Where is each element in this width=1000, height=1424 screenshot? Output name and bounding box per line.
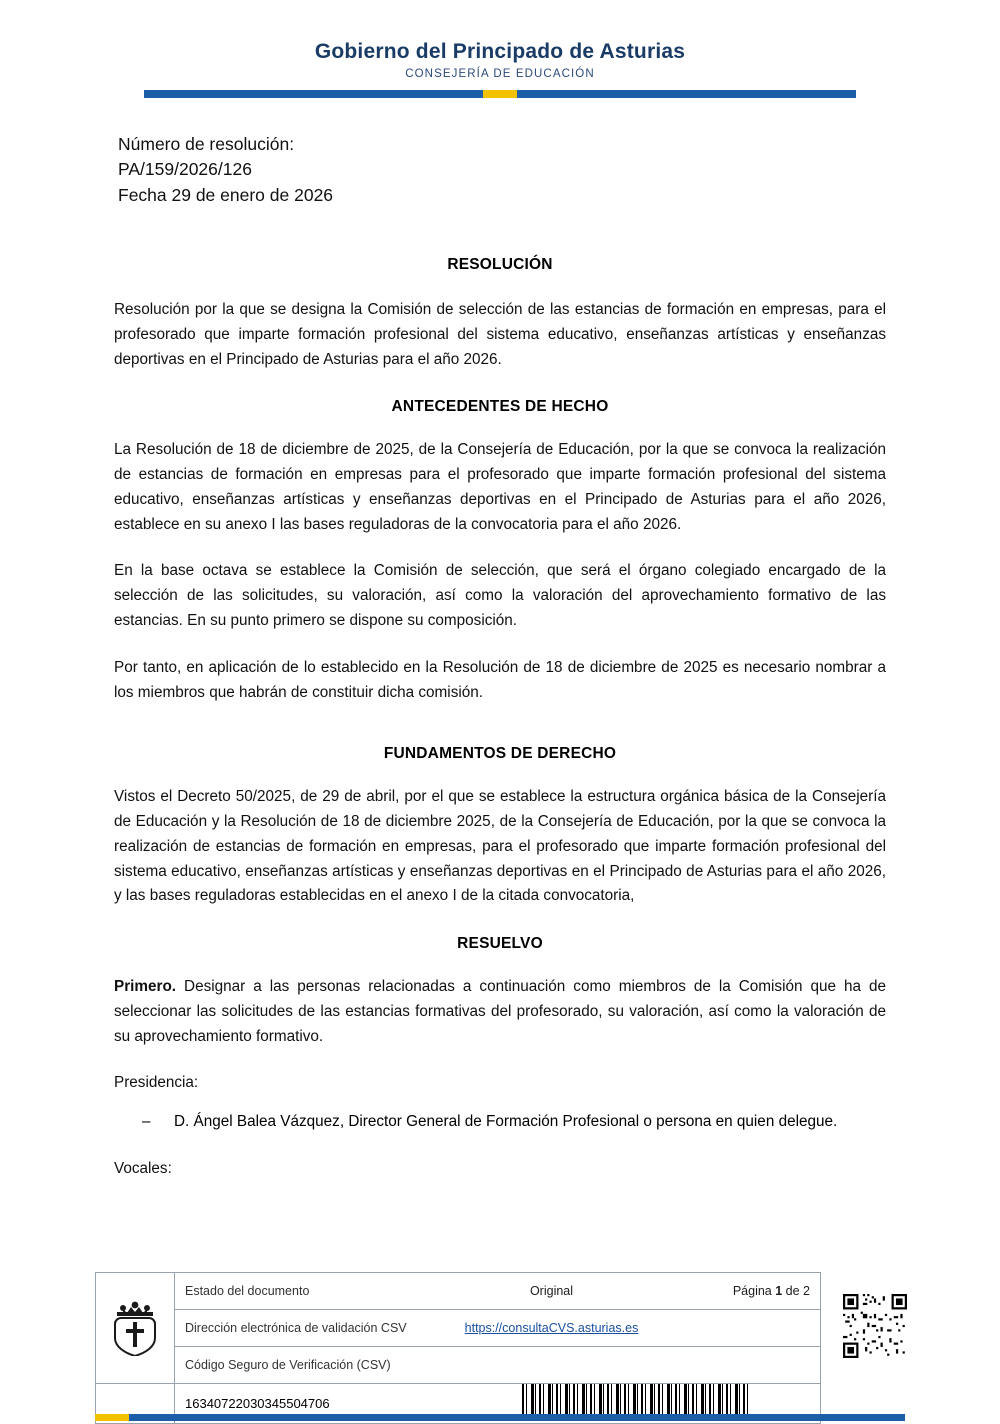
footer-page-indicator bbox=[650, 1284, 820, 1298]
dash-bullet-icon: – bbox=[142, 1113, 151, 1131]
footer-row-status bbox=[175, 1273, 820, 1310]
page-total: de 2 bbox=[782, 1284, 810, 1298]
header-rule bbox=[144, 90, 856, 98]
heading-resuelvo: RESUELVO bbox=[457, 935, 543, 953]
footer-rule-blue bbox=[129, 1414, 905, 1421]
resuelvo-primero-text: Designar a las personas relacionadas a continuación como miembros de la Comisión que ha de seleccionar las solicitudes de las estancias formativas del profesorado, su valoración, así como la valoración de su aprovechamiento formativo. bbox=[114, 978, 886, 1045]
paragraph-resolucion: Resolución por la que se designa la Comisión de selección de las estancias de formación en empresas, para el profesorado que imparte formación profesional del sistema educativo, enseñanzas artísticas y enseñanzas deportivas en el Principado de Asturias para el año 2026. bbox=[114, 301, 886, 368]
qr-code bbox=[843, 1294, 907, 1358]
footer-label-status: Estado del documento bbox=[185, 1284, 310, 1298]
csv-validation-link[interactable]: https://consultaCVS.asturias.es bbox=[464, 1321, 639, 1335]
presidencia-member: D. Ángel Balea Vázquez, Director General de Formación Profesional o persona en quien delegue. bbox=[174, 1113, 838, 1131]
csv-footer-table bbox=[95, 1272, 821, 1384]
resolution-number-value: PA/159/2026/126 bbox=[118, 159, 252, 180]
paragraph-antecedentes-1: La Resolución de 18 de diciembre de 2025, de la Consejería de Educación, por la que se convoca la realización de estancias de formación en empresas para el profesorado que imparte formación profesional del sistema educativo, enseñanzas artísticas y enseñanzas deportivas en el Principado de Asturias para el año 2026, establece en su anexo I las bases reguladoras de la convocatoria para el año 2026. bbox=[114, 441, 886, 533]
header-title: Gobierno del Principado de Asturias bbox=[314, 40, 686, 63]
footer-label-csv: Código Seguro de Verificación (CSV) bbox=[185, 1358, 391, 1372]
paragraph-resuelvo-primero bbox=[114, 975, 886, 1049]
csv-code-value: 16340722030345504706 bbox=[185, 1396, 330, 1411]
document-header bbox=[0, 0, 1000, 98]
heading-resolucion: RESOLUCIÓN bbox=[447, 256, 553, 274]
footer-row-url bbox=[175, 1310, 820, 1347]
header-subtitle: CONSEJERÍA DE EDUCACIÓN bbox=[405, 68, 595, 80]
qr-code-icon bbox=[843, 1294, 907, 1358]
footer-value-status: Original bbox=[529, 1284, 574, 1298]
label-presidencia: Presidencia: bbox=[114, 1074, 199, 1092]
label-vocales: Vocales: bbox=[114, 1159, 172, 1177]
heading-fundamentos: FUNDAMENTOS DE DERECHO bbox=[383, 745, 617, 763]
header-rule-blue-left bbox=[144, 90, 483, 98]
resolution-date: Fecha 29 de enero de 2026 bbox=[118, 184, 334, 205]
barcode-image bbox=[522, 1384, 752, 1418]
footer-rule-yellow bbox=[95, 1414, 129, 1421]
document-body bbox=[114, 208, 886, 1182]
header-rule-yellow bbox=[483, 90, 517, 98]
resolution-number-label: Número de resolución: bbox=[118, 134, 295, 154]
paragraph-antecedentes-2: En la base octava se establece la Comisión de selección, que será el órgano colegiado encargado de la selección de las solicitudes, su valoración, así como la valoración del aprovechamiento formativo de las estancias. En su punto primero se dispone su composición. bbox=[114, 562, 886, 630]
footer-label-url: Dirección electrónica de validación CSV bbox=[185, 1321, 407, 1335]
resuelvo-primero-label: Primero. bbox=[114, 978, 177, 996]
footer-row-csv bbox=[175, 1347, 820, 1383]
header-rule-blue-right bbox=[517, 90, 856, 98]
asturias-crest-icon bbox=[113, 1300, 157, 1356]
csv-footer-rows bbox=[175, 1273, 820, 1383]
paragraph-antecedentes-3: Por tanto, en aplicación de lo establecido en la Resolución de 18 de diciembre de 2025 es necesario nombrar a los miembros que habrán de constituir dicha comisión. bbox=[114, 658, 886, 701]
crest-cell bbox=[96, 1273, 175, 1383]
paragraph-fundamentos-1: Vistos el Decreto 50/2025, de 29 de abril, por el que se establece la estructura orgánica básica de la Consejería de Educación y la Resolución de 18 de diciembre 2025, de la Consejería de Educación, por la que se convoca la realización de estancias de formación en empresas, para el profesorado que imparte formación profesional del sistema educativo, enseñanzas artísticas y enseñanzas deportivas en el Principado de Asturias para el año 2026, y las bases reguladoras establecidas en el anexo I de la citada convocatoria, bbox=[114, 788, 886, 905]
page-number: 1 bbox=[775, 1284, 783, 1298]
page-label: Página bbox=[732, 1284, 776, 1298]
resolution-id-block bbox=[118, 132, 1000, 208]
heading-antecedentes: ANTECEDENTES DE HECHO bbox=[391, 398, 609, 416]
footer-bottom-rule bbox=[95, 1414, 905, 1421]
list-item bbox=[142, 1110, 886, 1135]
csv-footer bbox=[95, 1272, 905, 1424]
list-presidencia bbox=[114, 1110, 886, 1135]
